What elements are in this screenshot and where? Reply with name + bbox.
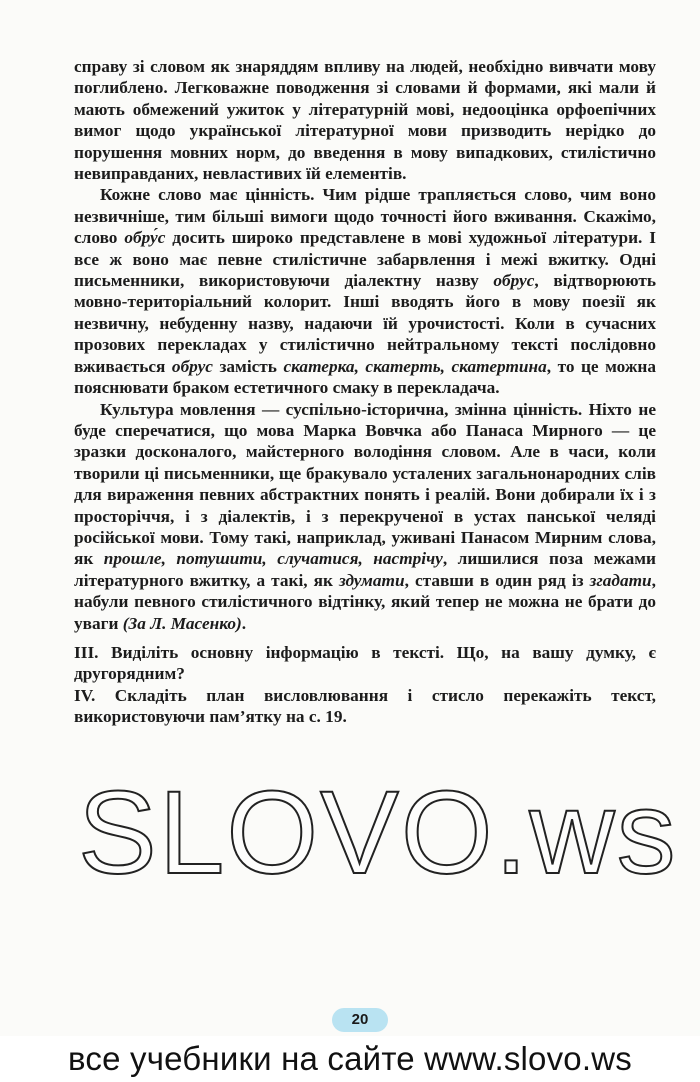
paragraph-2-part: досить широко представлене в мові художньої літератури. І все ж воно має певне стилістичне забарвлення і межі вжитку. Одні письменники, використовуючи діалектну назву — [74, 228, 656, 291]
site-watermark: SLOVO.ws — [78, 767, 678, 899]
paragraph-3-part: , ставши в один ряд із — [404, 570, 590, 590]
task-3: III. Виділіть основну інформацію в тексті. Що, на вашу думку, є другорядним? — [74, 642, 656, 684]
paragraph-2 — [74, 184, 656, 398]
source-citation: (За Л. Масенко) — [122, 613, 242, 633]
footer-banner: все учебники на сайте www.slovo.ws — [0, 1036, 700, 1082]
paragraph-3-part: , лишилися поза межами літературного вжитку, а такі, як — [74, 549, 656, 590]
example-word: обру́с — [124, 228, 166, 248]
paragraph-2-part: замість — [212, 356, 284, 376]
paragraph-3 — [74, 399, 656, 634]
paragraph-2-part: , відтворюють мовно-територіальний колорит. Інші вводять його в мову поезії як незвичну, небуденну назву, надаючи їй урочистості. Коли в сучасних прозових перекладах у стилістично нейтральному тексті послідовно вживається — [74, 271, 656, 376]
page-number-badge: 20 — [332, 1008, 388, 1032]
paragraph-2-part: , то це можна пояснювати браком естетичного смаку в перекладача. — [74, 356, 656, 398]
paragraph-3-part: . — [241, 613, 247, 633]
example-word: згадати — [589, 570, 652, 590]
paragraph-1: справу зі словом як знаряддям впливу на людей, необхідно вивчати мову поглиблено. Легковажне поводження зі словами й формами, які мали й мають обмежений ужиток у літературній мові, недооцінка орфоепічних вимог щодо української літературної мови призводить нерідко до порушення мовних норм, до введення в мову випадкових, стилістично невиправданих, невластивих їй елементів. — [74, 57, 656, 184]
paragraph-3-part: , набули певного стилістичного відтінку, який тепер не можна не брати до уваги — [74, 570, 656, 633]
example-word: обрус — [171, 356, 213, 376]
example-word: прошле, потушити, случатися, настрічу — [103, 549, 443, 569]
paragraph-2-part: Кожне слово має цінність. Чим рідше трапляється слово, чим воно незвичніше, тим більші вимоги щодо точності його вживання. Скажімо, слово — [74, 185, 656, 248]
paragraph-3-part: Культура мовлення — суспільно-історична, змінна цінність. Ніхто не буде сперечатися, що мова Марка Вовчка або Панаса Мирного — це зразки досконалого, майстерного володіння словом. Але в часи, коли творили ці письменники, ще бракувало усталених загальнонародних слів для вираження певних абстрактних понять і реалій. Вони добирали їх і з просторіччя, і з діалектів, і з перекрученої в устах панської челяді російської мови. Тому такі, наприклад, уживані Панасом Мирним слова, як — [74, 399, 656, 569]
example-word: скатерка, скатерть, скатертина — [283, 356, 547, 376]
example-word: здумати — [338, 570, 405, 590]
body-text — [74, 56, 656, 728]
task-4: IV. Складіть план висловлювання і стисло перекажіть текст, використовуючи пам’ятку на с. 19. — [74, 685, 656, 727]
example-word: обрус — [493, 271, 535, 291]
